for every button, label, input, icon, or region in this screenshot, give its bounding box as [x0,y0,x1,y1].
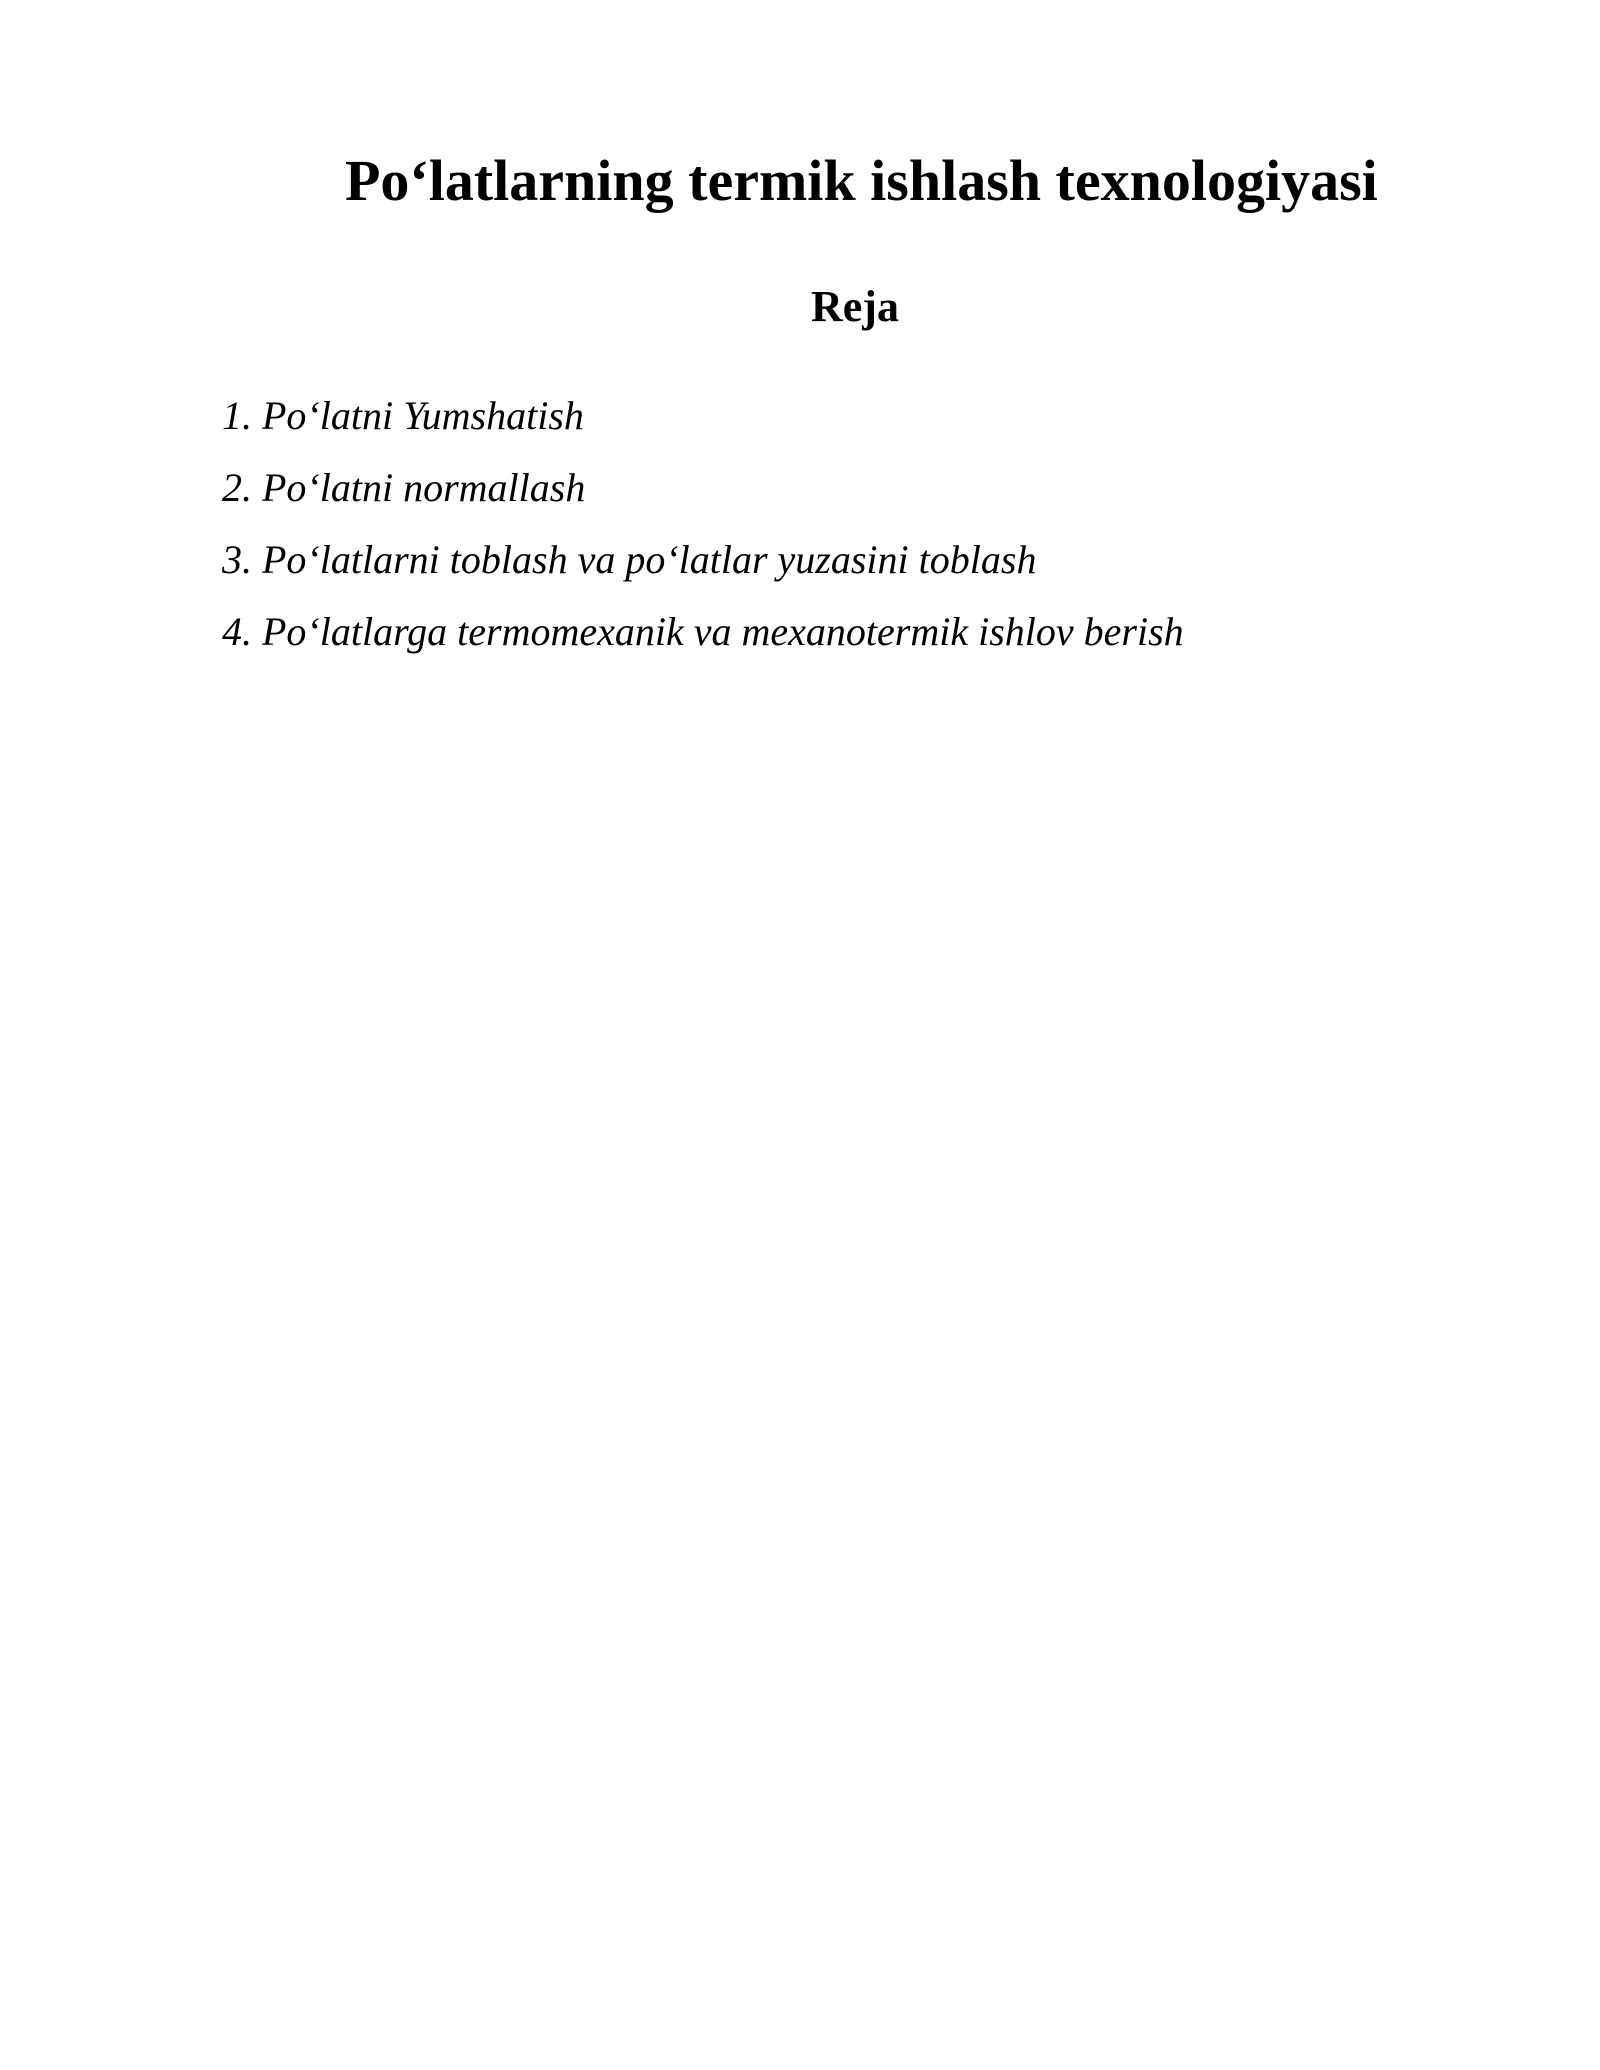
list-item-text: Po‘latlarni toblash va po‘latlar yuzasini toblash [262,537,1037,582]
list-item-number: 4. [222,609,252,654]
list-item-number: 1. [222,393,252,438]
list-item [222,606,1184,658]
list-item-number: 2. [222,465,252,510]
list-item [222,462,1184,514]
list-item-text: Po‘latni Yumshatish [262,393,584,438]
plan-heading: Reja [811,282,899,331]
page-title: Po‘latlarning termik ishlash texnologiyasi [345,148,1378,213]
list-item-text: Po‘latni normallash [262,465,586,510]
list-item-text: Po‘latlarga termomexanik va mexanotermik ishlov berish [262,609,1184,654]
plan-list [222,390,1184,678]
list-item-number: 3. [222,537,252,582]
list-item [222,534,1184,586]
list-item [222,390,1184,442]
